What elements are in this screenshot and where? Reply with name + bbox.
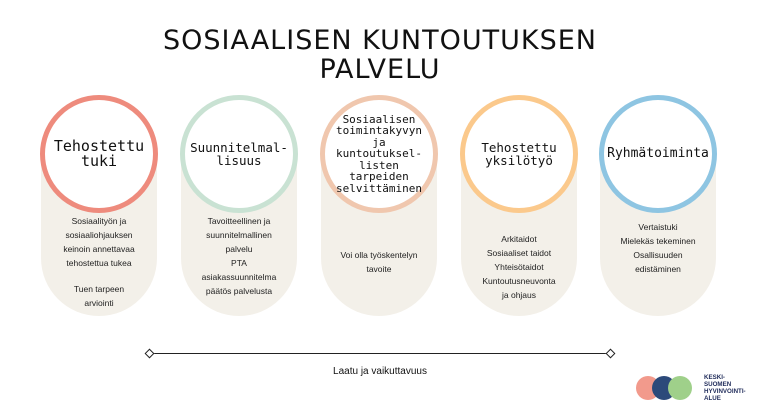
service-heading-line: tuki xyxy=(80,152,118,170)
axis-label: Laatu ja vaikuttavuus xyxy=(333,366,427,377)
page-title xyxy=(0,26,760,84)
service-description-line: Mielekäs tekeminen xyxy=(620,236,696,246)
service-description-line: Yhteisötaidot xyxy=(494,262,544,272)
service-heading xyxy=(186,141,292,167)
logo-text-line: SUOMEN xyxy=(704,381,732,388)
service-description-line: Kuntoutusneuvonta xyxy=(482,276,556,286)
service-description-line: tavoite xyxy=(366,264,392,274)
service-heading xyxy=(50,139,148,169)
service-description-line: sosiaaliohjauksen xyxy=(65,230,133,240)
service-description-line: suunnitelmallinen xyxy=(206,230,272,240)
service-heading-line: selvittäminen xyxy=(335,181,423,195)
service-heading-line: listen tarpeiden xyxy=(349,158,409,184)
logo-text-line: ALUE xyxy=(704,395,721,402)
service-heading xyxy=(603,147,713,161)
title-line-2: PALVELU xyxy=(319,54,441,85)
service-description-line: Tavoitteellinen ja xyxy=(207,216,271,226)
logo-text xyxy=(704,374,746,402)
service-description-line: edistäminen xyxy=(635,264,681,274)
service-description-line: ja ohjaus xyxy=(501,290,537,300)
service-heading-line: Tehostettu xyxy=(53,137,145,155)
axis-arrow-line xyxy=(149,353,611,354)
service-heading-line: ja kuntoutuksel- xyxy=(335,135,423,161)
service-heading-line: Ryhmätoiminta xyxy=(607,146,709,161)
service-description-line: keinoin annettavaa xyxy=(63,244,135,254)
logo-dot-right xyxy=(668,376,692,400)
service-description xyxy=(181,214,297,298)
title-line-1: SOSIAALISEN KUNTOUTUKSEN xyxy=(163,25,597,56)
axis-arrow-head-right xyxy=(606,349,616,359)
service-description-line: Tuen tarpeen xyxy=(73,284,125,294)
service-description xyxy=(600,220,716,276)
service-description-line: tehostettua tukea xyxy=(66,258,132,268)
service-description-line: asiakassuunnitelma xyxy=(201,272,277,282)
service-heading-line: Sosiaalisen xyxy=(342,112,416,126)
logo-text-line: KESKI- xyxy=(704,374,725,381)
service-heading xyxy=(325,114,433,195)
service-description-line: Arkitaidot xyxy=(501,234,537,244)
service-circle-1 xyxy=(40,95,158,213)
logo-text-line: HYVINVOINTI- xyxy=(704,388,746,395)
axis-arrow-head-left xyxy=(145,349,155,359)
service-circle-2 xyxy=(180,95,298,213)
organization-logo xyxy=(636,374,756,400)
service-description-line: arviointi xyxy=(84,298,114,308)
service-circle-5 xyxy=(599,95,717,213)
service-description-line xyxy=(41,270,157,282)
service-description xyxy=(41,214,157,310)
service-heading xyxy=(477,141,560,167)
service-heading-line: Tehostettu xyxy=(481,140,557,155)
service-heading-line: yksilötyö xyxy=(485,153,553,168)
service-heading-line: Suunnitelmal- xyxy=(190,140,288,155)
service-description xyxy=(461,232,577,302)
service-description xyxy=(321,248,437,276)
service-circle-4 xyxy=(460,95,578,213)
service-description-line: Osallisuuden xyxy=(633,250,683,260)
service-description-line: Vertaistuki xyxy=(638,222,678,232)
service-heading-line: lisuus xyxy=(216,153,262,168)
service-description-line: palvelu xyxy=(225,244,253,254)
service-heading-line: toimintakyvyn xyxy=(335,124,423,138)
service-circle-3 xyxy=(320,95,438,213)
service-description-line: PTA xyxy=(231,258,247,268)
service-description-line: Voi olla työskentelyn xyxy=(340,250,418,260)
service-description-line: Sosiaaliset taidot xyxy=(486,248,552,258)
service-description-line: Sosiaalityön ja xyxy=(71,216,127,226)
service-description-line: päätös palvelusta xyxy=(205,286,273,296)
